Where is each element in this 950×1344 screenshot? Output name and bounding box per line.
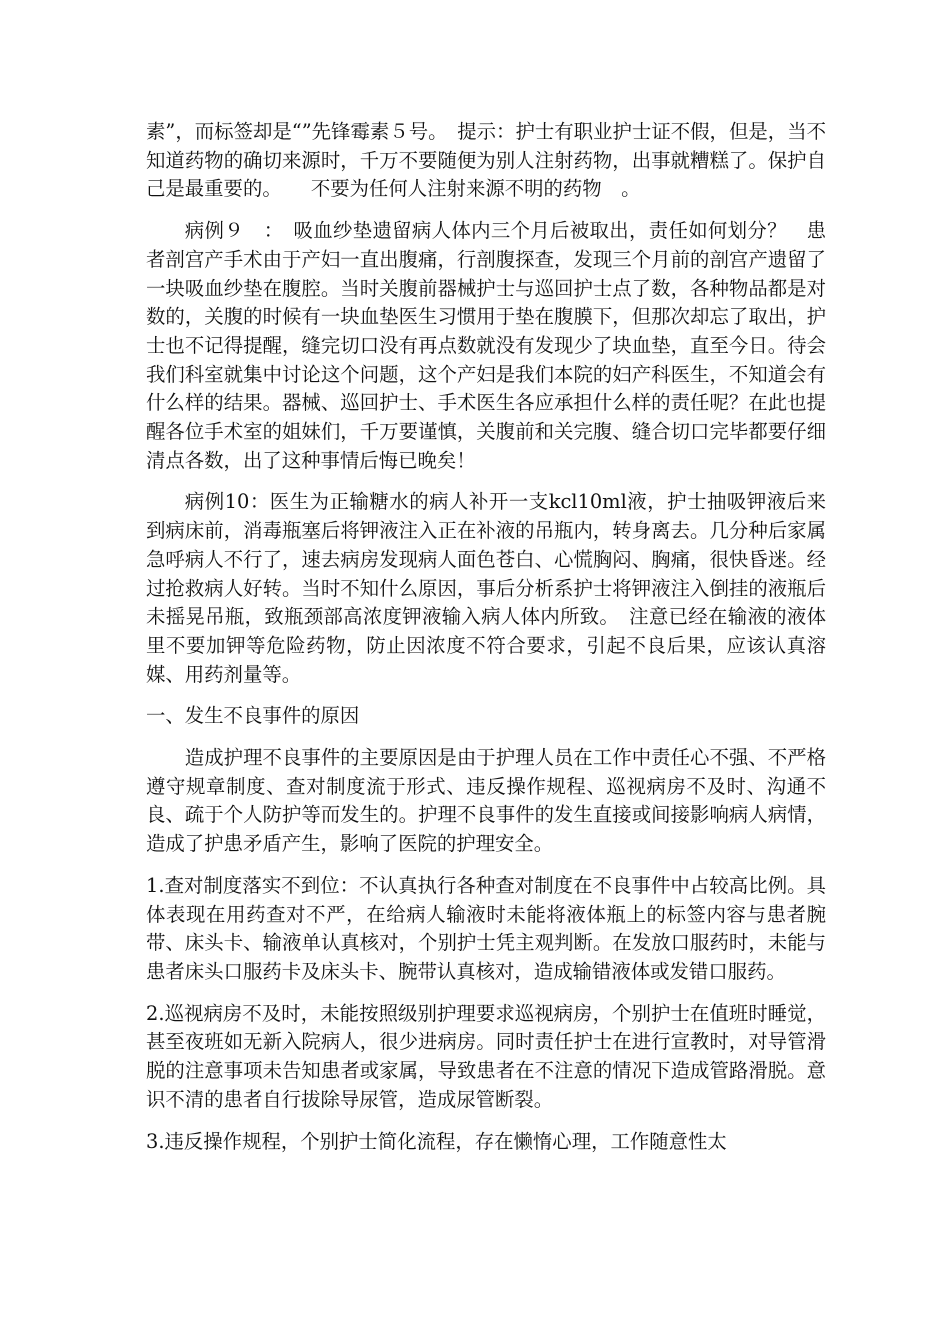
paragraph-intro: 造成护理不良事件的主要原因是由于护理人员在工作中责任心不强、不严格遵守规章制度、查对制度流于形式、违反操作规程、巡视病房不及时、沟通不良、疏于个人防护等而发生的。护理不良事件的发生直接或间接影响病人病情，造成了护患矛盾产生，影响了医院的护理安全。	[146, 746, 826, 856]
list-item-1: 1.查对制度落实不到位：不认真执行各种查对制度在不良事件中占较高比例。具体表现在用药查对不严，在给病人输液时未能将液体瓶上的标签内容与患者腕带、床头卡、输液单认真核对，个别护士凭主观判断。在发放口服药时，未能与患者床头口服药卡及床头卡、腕带认真核对，造成输错液体或发错口服药。	[146, 873, 826, 983]
section-heading: 一、发生不良事件的原因	[146, 704, 360, 728]
document-body	[146, 118, 826, 1169]
paragraph-case-10: 病例10：医生为正输糖水的病人补开一支kcl10ml液，护士抽吸钾液后来到病床前，消毒瓶塞后将钾液注入正在补液的吊瓶内，转身离去。几分种后家属急呼病人不行了，速去病房发现病人面色苍白、心慌胸闷、胸痛，很快昏迷。经过抢救病人好转。当时不知什么原因，事后分析系护士将钾液注入倒挂的液瓶后未摇晃吊瓶，致瓶颈部高浓度钾液输入病人体内所致。 注意已经在输液的液体里不要加钾等危险药物，防止因浓度不符合要求，引起不良后果，应该认真溶媒、用药剂量等。	[146, 490, 826, 686]
paragraph-case-9: 病例９ ： 吸血纱垫遗留病人体内三个月后被取出，责任如何划分？ 患者剖宫产手术由于产妇一直出腹痛，行剖腹探查，发现三个月前的剖宫产遗留了一块吸血纱垫在腹腔。当时关腹前器械护士与巡回护士点了数，各种物品都是对数的，关腹的时候有一块血垫医生习惯用于垫在腹膜下，但那次却忘了取出，护士也不记得提醒，缝完切口没有再点数就没有发现少了块血垫，直至今日。待会我们科室就集中讨论这个问题，这个产妇是我们本院的妇产科医生，不知道会有什么样的结果。器械、巡回护士、手术医生各应承担什么样的责任呢？在此也提醒各位手术室的姐妹们，千万要谨慎，关腹前和关完腹、缝合切口完毕都要仔细清点各数，出了这种事情后悔已晚矣！	[146, 219, 826, 472]
list-item-2: 2.巡视病房不及时，未能按照级别护理要求巡视病房，个别护士在值班时睡觉，甚至夜班如无新入院病人，很少进病房。同时责任护士在进行宣教时，对导管滑脱的注意事项未告知患者或家属，导致患者在不注意的情况下造成管路滑脱。意识不清的患者自行拔除导尿管，造成尿管断裂。	[146, 1001, 826, 1111]
list-item-3: 3.违反操作规程，个别护士简化流程，存在懒惰心理，工作随意性太	[146, 1129, 727, 1153]
paragraph-continuation: 素”，而标签却是“”先锋霉素５号。 提示：护士有职业护士证不假，但是，当不知道药物的确切来源时，千万不要随便为别人注射药物，出事就糟糕了。保护自己是最重要的。 不要为任何人注射来源不明的药物 。	[146, 120, 826, 201]
